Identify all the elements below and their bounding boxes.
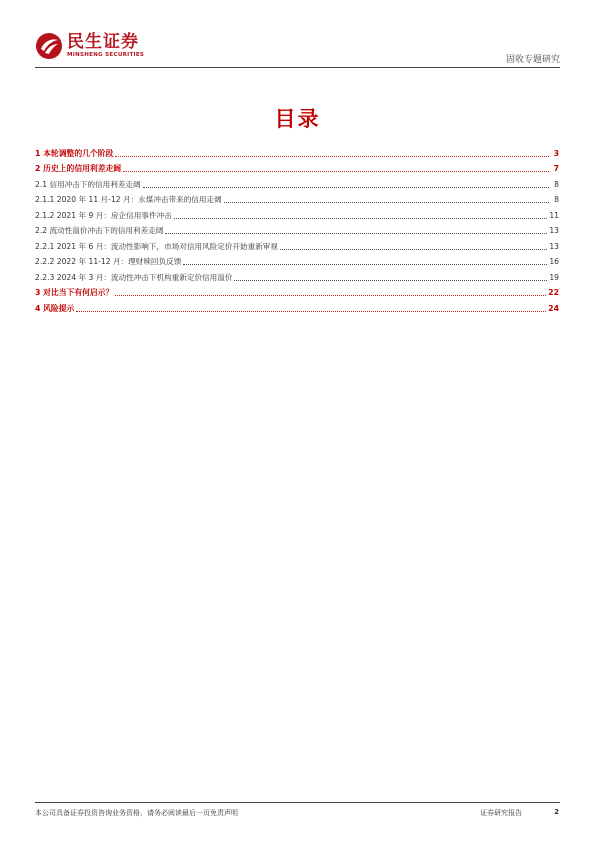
toc-entry-title: 2.2.1 2021 年 6 月：流动性影响下，市场对信用风险定价开始重新审视 [35,241,278,251]
brand-name-en: MINSHENG SECURITIES [67,52,145,58]
toc-dot-leader [280,249,547,250]
toc-entry[interactable] [35,236,559,252]
toc-entry-title: 4 风险提示 [35,303,75,313]
header-divider [35,67,560,68]
toc-entry-page: 3 [553,148,559,158]
footer-divider [35,802,560,803]
toc-entry[interactable] [35,159,559,175]
toc-dot-leader [174,218,548,219]
toc-entry[interactable] [35,190,559,206]
toc-dot-leader [234,280,547,281]
toc-entry[interactable] [35,283,559,299]
toc-dot-leader [115,156,549,157]
toc-dot-leader [115,295,546,296]
page-number: 2 [554,808,559,816]
toc-entry-title: 2.2.3 2024 年 3 月：流动性冲击下机构重新定价信用溢价 [35,272,233,282]
toc-entry-page: 8 [554,179,559,189]
toc-entry[interactable] [35,267,559,283]
toc-entry-title: 2.1 信用冲击下的信用利差走阔 [35,179,141,189]
toc-dot-leader [123,171,549,172]
toc-entry-page: 13 [549,226,559,235]
brand-name-cn: 民生证券 [67,32,139,52]
toc-entry-title: 2.1.2 2021 年 9 月：房企信用事件冲击 [35,210,172,220]
toc-title: 目录 [274,107,321,131]
toc-entry-page: 8 [554,195,559,204]
toc-entry[interactable] [35,298,559,314]
toc-dot-leader [183,264,547,265]
brand-logo [35,32,144,60]
toc-entry-page: 24 [548,303,559,313]
toc-entry-title: 3 对比当下有何启示？ [35,288,114,297]
toc-entry[interactable] [35,252,559,268]
toc-entry-page: 16 [549,257,559,266]
toc-dot-leader [165,233,547,234]
toc-entry-page: 7 [553,164,559,173]
toc-entry[interactable] [35,205,559,221]
toc-entry[interactable] [35,221,559,237]
toc-entry-title: 2.2 流动性溢价冲击下的信用利差走阔 [35,226,164,235]
toc-dot-leader [76,311,546,312]
minsheng-logo-icon [35,32,63,60]
toc-entry-page: 19 [549,272,559,282]
toc-dot-leader [143,187,549,188]
table-of-contents [35,143,559,314]
toc-entry-title: 1 本轮调整的几个阶段 [35,148,114,158]
toc-dot-leader [224,202,549,203]
toc-entry-title: 2.1.1 2020 年 11 月-12 月：永煤冲击带来的信用走阔 [35,195,222,204]
report-label: 证券研究报告 [480,809,523,817]
toc-entry-page: 11 [549,210,559,220]
footer-disclaimer: 本公司具备证券投资咨询业务资格，请务必阅读最后一页免责声明 [35,809,238,817]
footer-right [480,808,559,818]
toc-entry-page: 22 [548,288,559,297]
report-type: 固收专题研究 [505,55,560,65]
toc-entry[interactable] [35,143,559,159]
toc-entry-title: 2.2.2 2022 年 11-12 月：理财赎回负反馈 [35,257,182,266]
toc-entry-title: 2 历史上的信用利差走阔 [35,164,122,173]
toc-entry-page: 13 [549,241,559,251]
toc-entry[interactable] [35,174,559,190]
page-header [35,30,560,68]
